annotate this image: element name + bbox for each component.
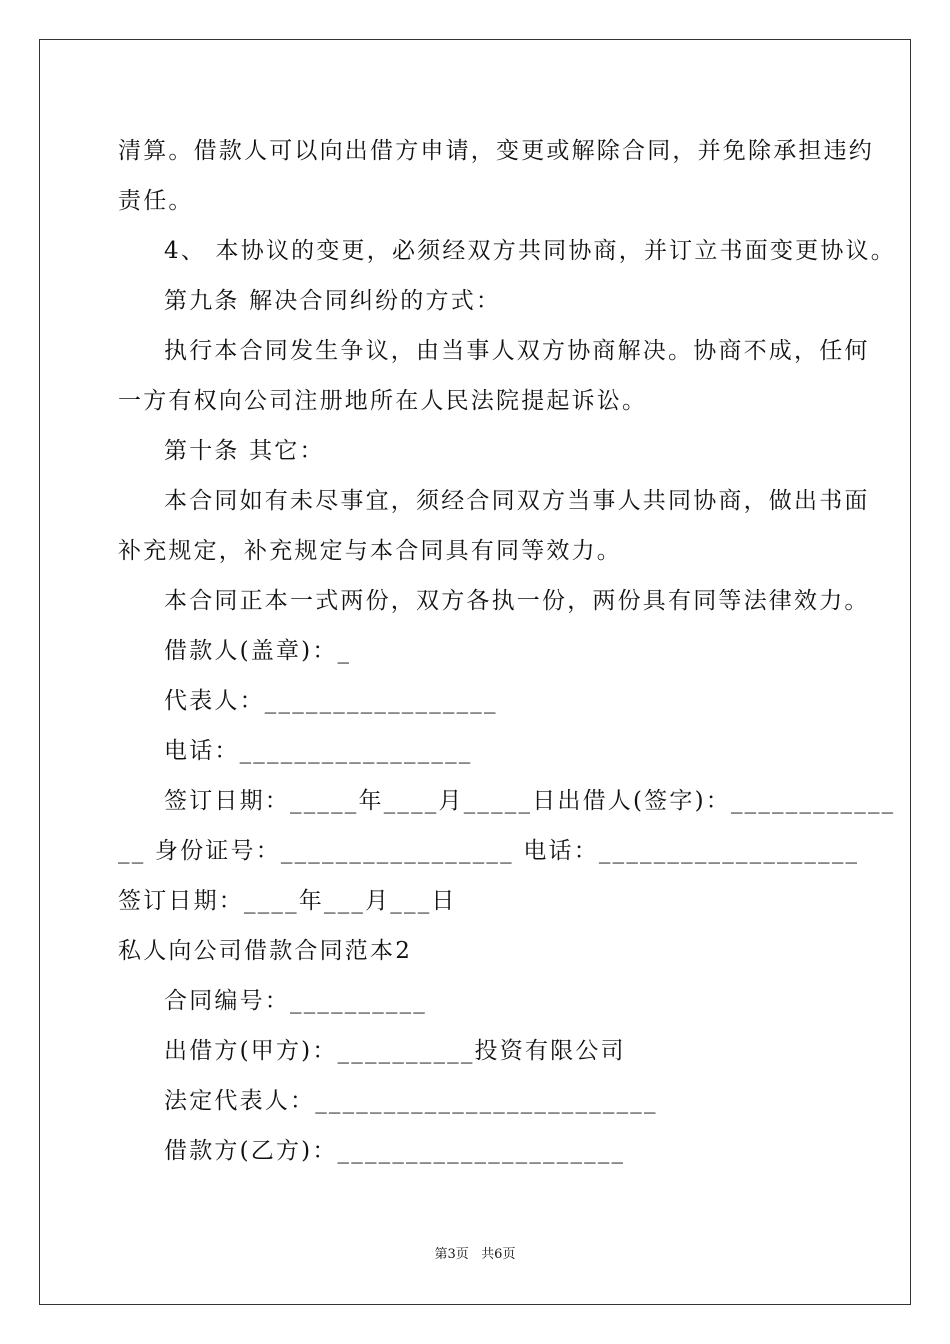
body-line: 本合同正本一式两份，双方各执一份，两份具有同等法律效力。 <box>164 588 870 614</box>
body-line: 一方有权向公司注册地所在人民法院提起诉讼。 <box>118 388 648 414</box>
article-10-heading: 第十条 其它： <box>164 438 325 464</box>
id-phone-field: __ 身份证号：_________________ 电话：___________________ <box>118 838 860 864</box>
page-number-footer: 第3页 共6页 <box>434 1247 516 1262</box>
body-line: 执行本合同发生争议，由当事人双方协商解决。协商不成，任何 <box>164 338 870 364</box>
body-line: 本合同如有未尽事宜，须经合同双方当事人共同协商，做出书面 <box>164 488 870 514</box>
phone-field: 电话：_________________ <box>164 738 473 764</box>
body-line: 责任。 <box>118 188 194 214</box>
article-9-heading: 第九条 解决合同纠纷的方式： <box>164 288 502 314</box>
contract-number-field: 合同编号：__________ <box>164 988 427 1014</box>
clause-4: 4、 本协议的变更，必须经双方共同协商，并订立书面变更协议。 <box>164 238 896 264</box>
legal-representative-field: 法定代表人：_________________________ <box>164 1088 658 1114</box>
representative-field: 代表人：_________________ <box>164 688 498 714</box>
signing-date-field: 签订日期：____年___月___日 <box>118 888 457 914</box>
body-line: 清算。借款人可以向出借方申请，变更或解除合同，并免除承担违约 <box>118 138 874 164</box>
section-title: 私人向公司借款合同范本2 <box>118 938 413 964</box>
body-line: 补充规定，补充规定与本合同具有同等效力。 <box>118 538 622 564</box>
signing-date-lender-field: 签订日期：_____年____月_____日出借人(签字)：____________ <box>164 788 896 814</box>
lender-party-field: 出借方(甲方)：__________投资有限公司 <box>164 1038 626 1064</box>
borrower-party-field: 借款方(乙方)：_____________________ <box>164 1138 626 1164</box>
borrower-seal-field: 借款人(盖章)：_ <box>164 638 352 664</box>
